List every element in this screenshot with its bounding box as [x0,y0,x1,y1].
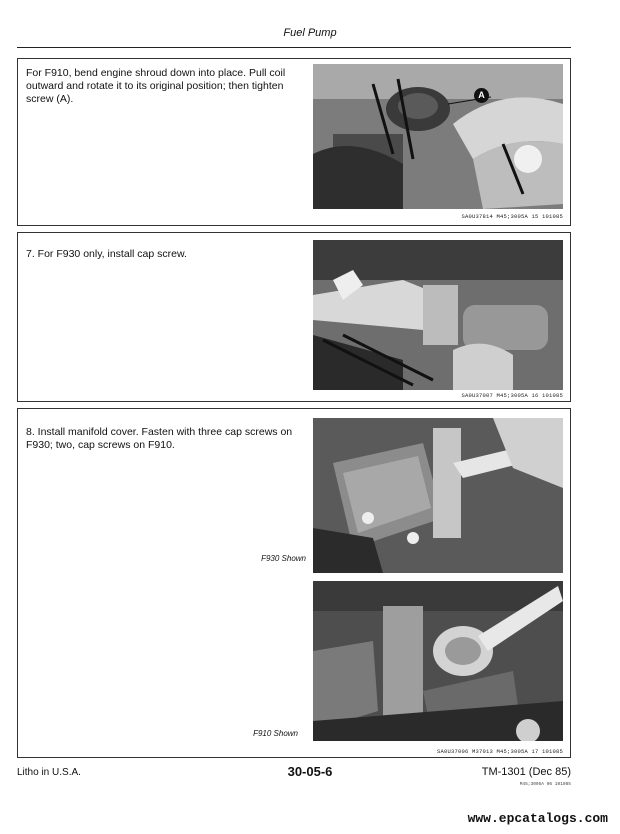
figure-code-1: SA0U37814 M45;3005A 15 101085 [461,213,563,220]
callout-a-marker: A [474,88,489,103]
figure-code-2: SA0U37007 M45;3005A 16 101085 [461,392,563,399]
header-divider [17,47,571,48]
watermark-text: www.epcatalogs.com [467,811,608,826]
page-header-title: Fuel Pump [283,27,337,39]
manifold-cover-f930-photo [313,418,563,573]
instruction-panel-2 [17,232,571,402]
instruction-text-3: 8. Install manifold cover. Fasten with three cap screws on F930; two, cap screws on F910. [26,426,293,451]
footer-manual-id: TM-1301 (Dec 85) [481,766,571,778]
f910-shown-label: F910 Shown [253,729,298,738]
instruction-panel-1 [17,58,571,226]
instruction-text-2: 7. For F930 only, install cap screw. [26,248,187,260]
instruction-text-1: For F910, bend engine shroud down into place. Pull coil outward and rotate it to its original position; then tighten screw (A). [26,67,286,105]
cap-screw-photo [313,240,563,390]
footer-code: M45;3005A 06 101085 [519,782,571,787]
manifold-cover-f910-photo [313,581,563,741]
figure-code-3: SA0U37006 M37013 M45;3005A 17 101085 [436,748,563,755]
footer-litho: Litho in U.S.A. [17,767,81,778]
engine-shroud-photo [313,64,563,209]
instruction-panel-3 [17,408,571,758]
footer-page-number: 30-05-6 [287,764,333,779]
f930-shown-label: F930 Shown [261,554,306,563]
